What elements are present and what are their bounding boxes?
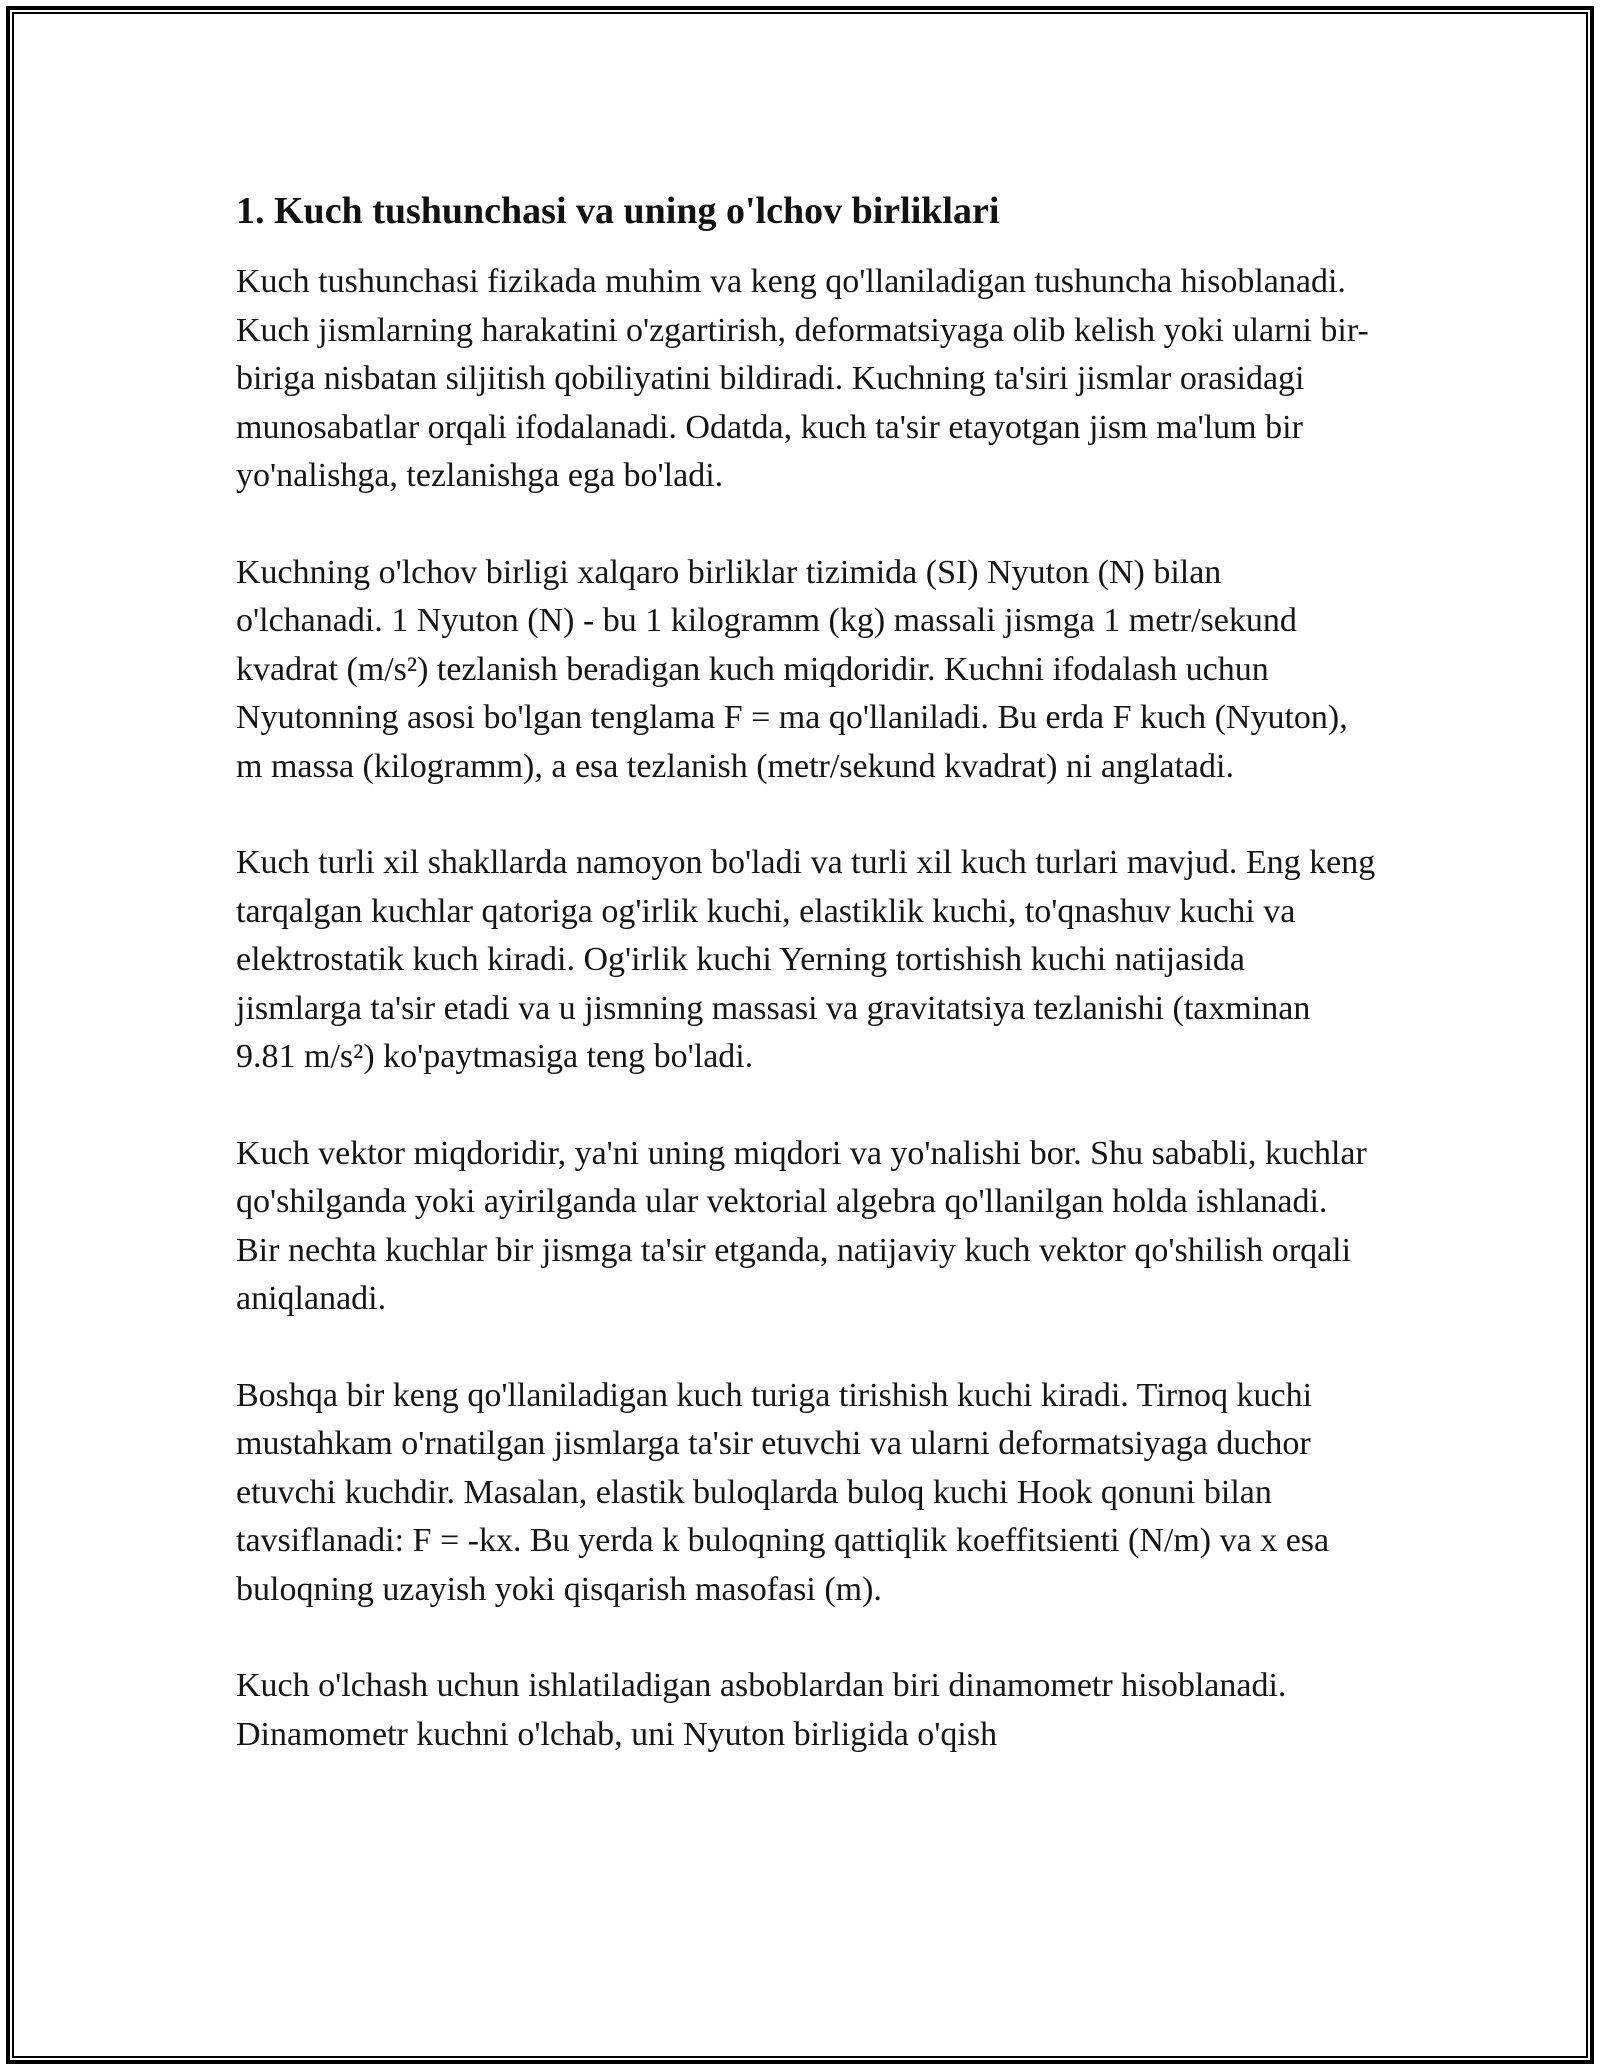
paragraph-vector: Kuch vektor miqdoridir, ya'ni uning miqdori va yo'nalishi bor. Shu sababli, kuchlar qo'shilganda yoki ayirilganda ular vektorial algebra qo'llanilgan holda ishlanadi. Bir nechta kuchlar bir jismga ta'sir etganda, natijaviy kuch vektor qo'shilish orqali aniqlanadi. [236,1134,1367,1317]
section-heading: 1. Kuch tushunchasi va uning o'lchov birliklari [236,190,1000,232]
document-body [236,186,1376,1759]
paragraph-dynamometer: Kuch o'lchash uchun ishlatiladigan asboblardan biri dinamometr hisoblanadi. Dinamometr kuchni o'lchab, uni Nyuton birligida o'qish [236,1667,1287,1753]
paragraph-definition: Kuch tushunchasi fizikada muhim va keng qo'llaniladigan tushuncha hisoblanadi. Kuch jismlarning harakatini o'zgartirish, deformatsiyaga olib kelish yoki ularni bir-biriga nisbatan siljitish qobiliyatini bildiradi. Kuchning ta'siri jismlar orasidagi munosabatlar orqali ifodalanadi. Odatda, kuch ta'sir etayotgan jism ma'lum bir yo'nalishga, tezlanishga ega bo'ladi. [236,263,1369,494]
paragraph-spring-force: Boshqa bir keng qo'llaniladigan kuch turiga tirishish kuchi kiradi. Tirnoq kuchi mustahkam o'rnatilgan jismlarga ta'sir etuvchi va ularni deformatsiyaga duchor etuvchi kuchdir. Masalan, elastik buloqlarda buloq kuchi Hook qonuni bilan tavsiflanadi: F = -kx. Bu yerda k buloqning qattiqlik koeffitsienti (N/m) va x esa buloqning uzayish yoki qisqarish masofasi (m). [236,1376,1330,1608]
paragraph-units: Kuchning o'lchov birligi xalqaro birliklar tizimida (SI) Nyuton (N) bilan o'lchanadi. 1 Nyuton (N) - bu 1 kilogramm (kg) massali jismga 1 metr/sekund kvadrat (m/s²) tezlanish beradigan kuch miqdoridir. Kuchni ifodalash uchun Nyutonning asosi bo'lgan tenglama F = ma qo'llaniladi. Bu erda F kuch (Nyuton), m massa (kilogramm), a esa tezlanish (metr/sekund kvadrat) ni anglatadi. [236,553,1348,785]
paragraph-force-types: Kuch turli xil shakllarda namoyon bo'ladi va turli xil kuch turlari mavjud. Eng keng tarqalgan kuchlar qatoriga og'irlik kuchi, elastiklik kuchi, to'qnashuv kuchi va elektrostatik kuch kiradi. Og'irlik kuchi Yerning tortishish kuchi natijasida jismlarga ta'sir etadi va u jismning massasi va gravitatsiya tezlanishi (taxminan 9.81 m/s²) ko'paytmasiga teng bo'ladi. [236,844,1376,1075]
